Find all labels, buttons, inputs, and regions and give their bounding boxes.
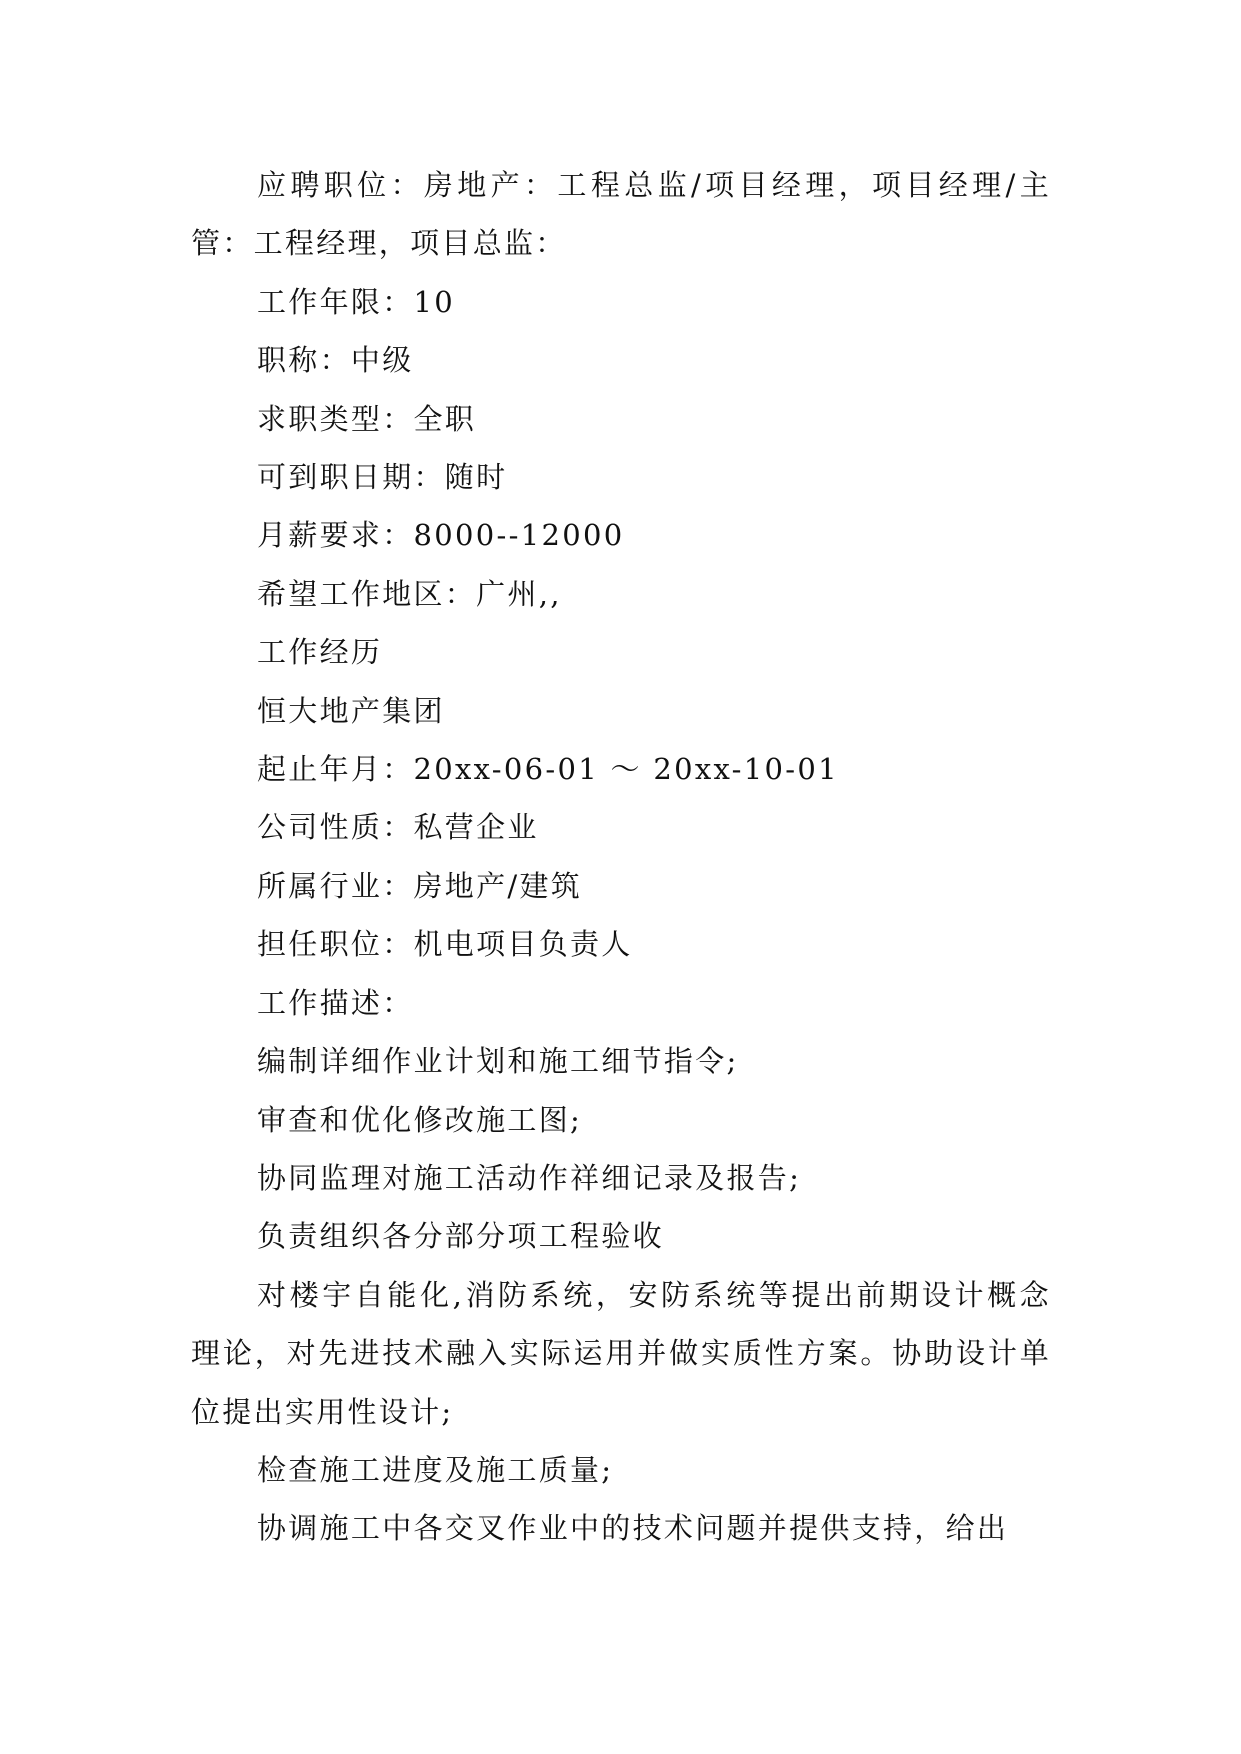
paragraph-employment-period: 起止年月：20xx-06-01 ～ 20xx-10-01	[257, 752, 839, 787]
paragraph-position-held: 担任职位：机电项目负责人	[257, 927, 633, 962]
paragraph-job-type: 求职类型：全职	[257, 401, 477, 436]
paragraph-job-description-label: 工作描述：	[257, 985, 414, 1020]
paragraph-work-location: 希望工作地区：广州,,	[257, 576, 562, 611]
paragraph-salary-requirement: 月薪要求：8000--12000	[257, 518, 625, 553]
paragraph-duty-7: 协调施工中各交叉作业中的技术问题并提供支持，给出	[257, 1511, 1009, 1546]
paragraph-duty-3: 协同监理对施工活动作祥细记录及报告;	[257, 1160, 802, 1195]
paragraph-duty-4: 负责组织各分部分项工程验收	[257, 1219, 664, 1254]
paragraph-professional-title: 职称：中级	[257, 343, 414, 378]
paragraph-industry: 所属行业：房地产/建筑	[257, 868, 583, 903]
paragraph-duty-1: 编制详细作业计划和施工细节指令;	[257, 1044, 739, 1079]
paragraph-company-type: 公司性质：私营企业	[257, 810, 539, 845]
paragraph-duty-2: 审查和优化修改施工图;	[257, 1102, 583, 1137]
paragraph-duty-5: 对楼宇自能化,消防系统，安防系统等提出前期设计概念理论，对先进技术融入实际运用并做实质性方案。协助设计单位提出实用性设计;	[191, 1277, 1051, 1429]
paragraph-duty-6: 检查施工进度及施工质量;	[257, 1452, 614, 1487]
paragraph-company-name: 恒大地产集团	[257, 693, 445, 728]
paragraph-available-date: 可到职日期：随时	[257, 460, 508, 495]
paragraph-position-applied: 应聘职位：房地产：工程总监/项目经理，项目经理/主管：工程经理，项目总监：	[191, 168, 1051, 261]
paragraph-years-of-work: 工作年限：10	[257, 284, 456, 319]
section-heading-work-experience: 工作经历	[257, 635, 383, 670]
document-body	[191, 156, 1051, 1558]
